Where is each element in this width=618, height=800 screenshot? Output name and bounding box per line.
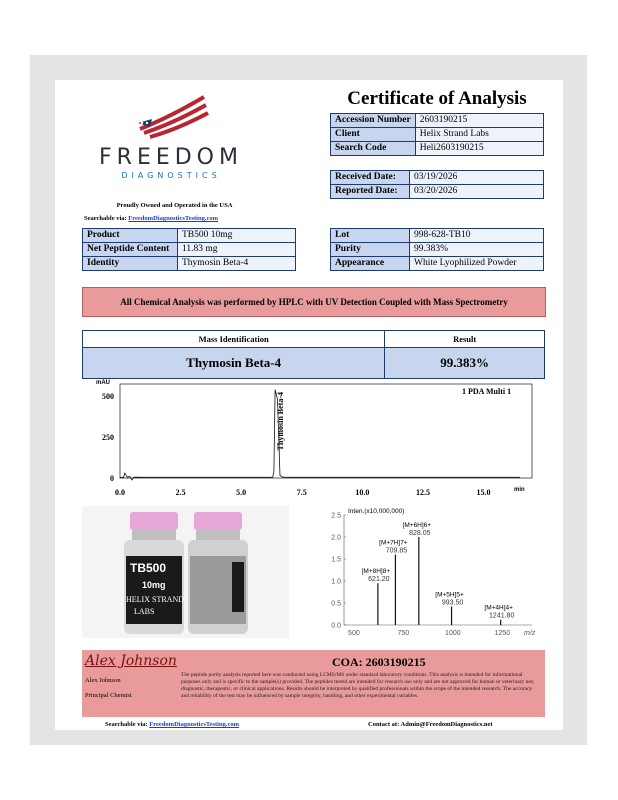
table-row: Received Date: 03/19/2026: [331, 171, 544, 185]
table-row: Lot 998-628-TB10: [331, 229, 544, 243]
footer-searchable: [105, 721, 239, 728]
y-axis-label: Inten.(x10,000,000): [348, 508, 405, 515]
vial-label-brand: HELIX STRAND: [126, 595, 184, 604]
page-title: Certificate of Analysis: [347, 88, 527, 109]
table-row: Purity 99.383%: [331, 243, 544, 257]
peak-value-label: 993.50: [441, 599, 464, 607]
table-row: Product TB500 10mg: [83, 229, 296, 243]
footer-box: [82, 650, 545, 717]
vial-photo: [82, 506, 289, 638]
x-tick-label: 15.0: [476, 488, 491, 497]
table-row: Search Code Heli2603190215: [331, 142, 544, 156]
y-tick-label: 0.5: [331, 600, 341, 608]
peak-value-label: 709.85: [385, 547, 408, 555]
vial-label-labs: LABS: [134, 607, 155, 616]
chemist-role: Principal Chemist: [85, 692, 132, 699]
chromatogram-line: [120, 390, 520, 480]
footer-searchable-label: Searchable via:: [105, 721, 148, 728]
peak-ion-label: [M+7H]7+: [379, 539, 408, 547]
hplc-chromatogram: [82, 376, 545, 501]
chemist-name: Alex Johnson: [85, 677, 121, 684]
plot-frame: [120, 384, 532, 478]
x-tick-label: 2.5: [175, 488, 186, 497]
peak-ion-label: [M+8H]8+: [361, 568, 391, 576]
table-row: Client Helix Strand Labs: [331, 128, 544, 142]
contact-label: Contact at:: [368, 721, 400, 728]
lot-table: [330, 228, 544, 271]
x-tick-label: 1000: [445, 630, 461, 637]
searchable-label: Searchable via:: [84, 215, 127, 222]
searchable-line: [84, 215, 218, 222]
result-header: Result: [385, 331, 545, 348]
table-row: Reported Date: 03/20/2026: [331, 185, 544, 199]
peak-value-label: 828.05: [409, 530, 431, 537]
table-row: Appearance White Lyophilized Powder: [331, 257, 544, 271]
brand-tagline: Proudly Owned and Operated in the USA: [116, 202, 233, 209]
peak-ion-label: [M+5H]5+: [435, 591, 464, 599]
signature: Alex Johnson: [85, 653, 177, 669]
y-tick-label: 0: [110, 474, 114, 483]
x-tick-label: 12.5: [415, 488, 430, 497]
contact-email[interactable]: Admin@FreedomDiagnostics.net: [400, 721, 493, 728]
y-tick-label: 0.0: [331, 622, 341, 630]
x-tick-label: 10.0: [355, 488, 370, 497]
x-axis-label: min: [514, 487, 525, 493]
result-value: 99.383%: [385, 348, 545, 379]
x-tick-label: 5.0: [236, 488, 247, 497]
x-tick-label: 500: [348, 630, 360, 637]
peak-ion-label: [M+4H]4+: [484, 604, 513, 612]
method-banner: All Chemical Analysis was performed by HPLC with UV Detection Coupled with Mass Spectrometry: [82, 287, 546, 317]
y-tick-label: 2.5: [331, 512, 341, 520]
dates-table: [330, 170, 544, 199]
result-table: [82, 330, 545, 379]
x-tick-label: 1250: [494, 630, 511, 637]
mass-spectrum: [320, 505, 544, 640]
flag-swoosh-icon: [130, 95, 210, 140]
brand-name: FREEDOM: [99, 145, 243, 170]
y-tick-label: 2.0: [331, 534, 341, 542]
mass-id-value: Thymosin Beta-4: [83, 348, 385, 379]
disclaimer-text: The peptide purity analysis reported here was conducted using LCMS/MS under standard laboratory conditions. This analysis is intended for informational purposes only and is specific to the sample(s) provided. The peptides tested are intended for research use only and are not approved for human or veterinary use, diagnostic, therapeutic, or clinical applications. Results should be interpreted by qualified professionals within the scope of the intended research. The accuracy and reliability of the test may be influenced by sample integrity, handling, and other experimental variables.: [181, 672, 535, 699]
vial-label-product: TB500: [130, 561, 167, 575]
peak-label: Thymosin Beta-4: [276, 392, 286, 451]
y-tick-label: 250: [102, 433, 114, 443]
brand-sub: DIAGNOSTICS: [121, 171, 221, 180]
x-tick-label: 7.5: [296, 488, 307, 497]
contact-line: [368, 721, 493, 728]
y-tick-label: 1.0: [331, 578, 341, 586]
footer-searchable-link[interactable]: FreedomDiagnosticsTesting.com: [149, 721, 240, 728]
product-table: [82, 228, 296, 271]
x-tick-label: 0.0: [115, 488, 125, 497]
x-tick-label: 750: [397, 630, 410, 637]
mass-id-header: Mass Identification: [83, 331, 385, 348]
legend: 1 PDA Multi 1: [462, 387, 512, 396]
table-row: Net Peptide Content 11.83 mg: [83, 243, 296, 257]
coa-number: COA: 2603190215: [332, 655, 426, 669]
accession-table: [330, 113, 544, 156]
peak-value-label: 621.20: [368, 576, 390, 584]
x-axis-label: m/z: [524, 630, 536, 637]
peak-value-label: 1241.80: [489, 612, 515, 620]
y-tick-label: 1.5: [331, 556, 341, 564]
table-row: [83, 331, 545, 348]
table-row: [83, 348, 545, 379]
table-row: Identity Thymosin Beta-4: [83, 257, 296, 271]
y-tick-label: 500: [102, 392, 114, 402]
y-axis-label: mAU: [96, 380, 111, 386]
peak-ion-label: [M+6H]6+: [402, 522, 432, 529]
table-row: Accession Number 2603190215: [331, 114, 544, 128]
searchable-link[interactable]: FreedomDiagnosticsTesting.com: [128, 215, 219, 222]
vial-label-dose: 10mg: [142, 580, 166, 590]
